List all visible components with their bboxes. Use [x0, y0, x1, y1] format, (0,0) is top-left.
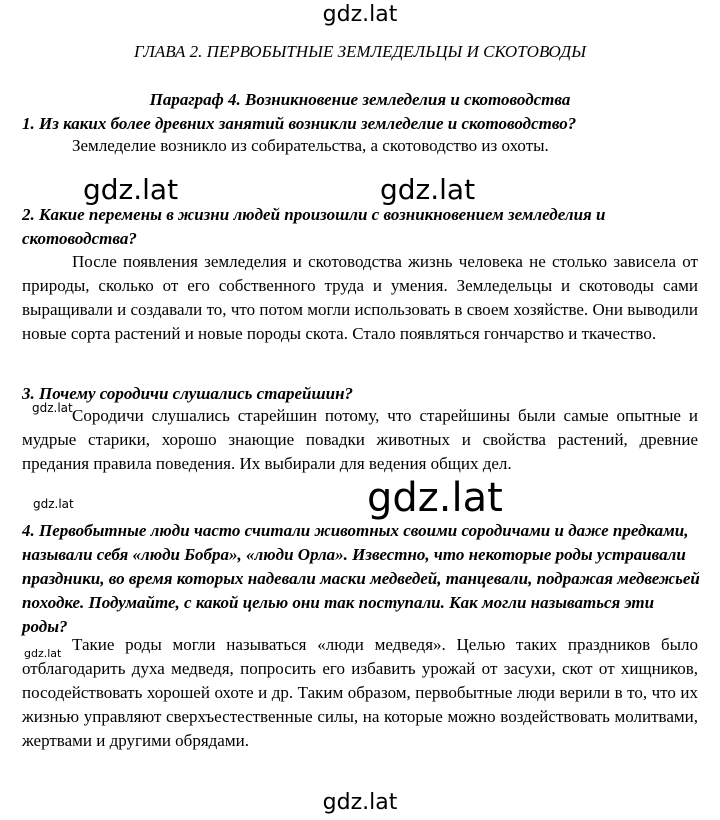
- paragraph-title: Параграф 4. Возникновение земледелия и скотоводства: [149, 90, 571, 109]
- answer-2: После появления земледелия и скотоводства жизнь человека не столько зависела от природы, сколько от его собственного труда и умения. Земледельцы и скотоводы сами выращивали и создавали то, что потом могли использовать в своем хозяйстве. Они выводили новые сорта растений и новые породы скота. Стало появляться гончарство и ткачество.: [22, 252, 698, 343]
- watermark-small-1: gdz.lat: [32, 401, 73, 415]
- question-1: 1. Из каких более древних занятий возникли земледелие и скотоводство?: [22, 114, 577, 133]
- question-4: 4. Первобытные люди часто считали животных своими сородичами и даже предками, называли себя «люди Бобра», «люди Орла». Известно, что некоторые роды устраивали праздники, во время которых надевали маски медведей, танцевали, подражая медвежьей походке. Подумайте, с какой целью они так поступали. Как могли называться эти роды?: [22, 521, 700, 636]
- chapter-title: ГЛАВА 2. ПЕРВОБЫТНЫЕ ЗЕМЛЕДЕЛЬЦЫ И СКОТОВОДЫ: [133, 42, 587, 61]
- watermark-small-3: gdz.lat: [24, 647, 62, 660]
- watermark-mid-right: gdz.lat: [380, 173, 476, 206]
- watermark-top: gdz.lat: [322, 2, 398, 27]
- answer-3: Сородичи слушались старейшин потому, что старейшины были самые опытные и мудрые старики, хорошо знающие повадки животных и свойства растений, древние предания правила поведения. Их выбирали для ведения общих дел.: [22, 406, 698, 473]
- answer-4: Такие роды могли называться «люди медведя». Целью таких праздников было отблагодарить духа медведя, попросить его избавить урожай от засухи, скот от хищников, посодействовать хорошей охоте и др. Таким образом, первобытные люди верили в то, что их жизнью управляют сверхъестественные силы, на которые можно воздействовать молитвами, жертвами и другими обрядами.: [22, 635, 698, 750]
- watermark-bottom: gdz.lat: [322, 790, 398, 815]
- watermark-small-2: gdz.lat: [33, 497, 74, 511]
- question-2: 2. Какие перемены в жизни людей произошли с возникновением земледелия и скотоводства?: [22, 205, 606, 248]
- question-3: 3. Почему сородичи слушались старейшин?: [22, 384, 354, 403]
- watermark-mid-left: gdz.lat: [83, 173, 179, 206]
- answer-1: Земледелие возникло из собирательства, а скотоводство из охоты.: [72, 136, 549, 155]
- watermark-large: gdz.lat: [367, 475, 503, 521]
